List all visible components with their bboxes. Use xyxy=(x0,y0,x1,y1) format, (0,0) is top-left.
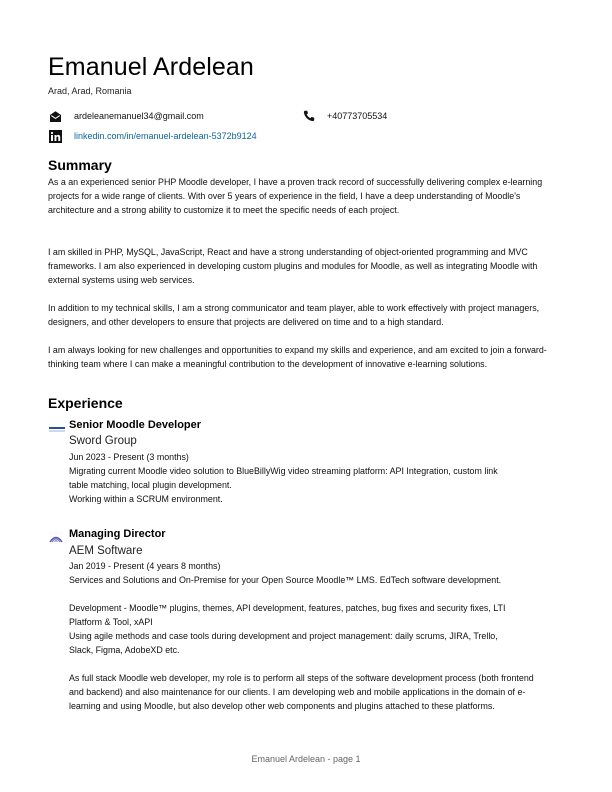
page-footer: Emanuel Ardelean - page 1 xyxy=(251,754,361,764)
job-description-line: Services and Solutions and On-Premise for your Open Source Moodle™ LMS. EdTech software development. xyxy=(69,575,502,585)
sword-group-logo xyxy=(49,421,65,431)
company-name: Sword Group xyxy=(69,435,137,447)
job-dates: Jan 2019 - Present (4 years 8 months) xyxy=(69,561,221,571)
job-description-line: Migrating current Moodle video solution to BlueBillyWig video streaming platform: API Integration, custom link table matching, local plugin development. xyxy=(69,466,498,490)
phone-icon xyxy=(302,109,316,123)
job-description-line: Development - Moodle™ plugins, themes, API development, features, patches, bug fixes and security fixes, LTI Platform & Tool, xAPI xyxy=(69,603,506,627)
summary-paragraph-4: I am always looking for new challenges and opportunities to expand my skills and experience, and am excited to join a forward-thinking team where I can make a meaningful contribution to the development of innovative e-learning solutions. xyxy=(48,345,547,369)
summary-paragraph-2: I am skilled in PHP, MySQL, JavaScript, React and have a strong understanding of object-oriented programming and MVC frameworks. I am also experienced in developing custom plugins and modules for Moodle, as well as integrating Moodle with external systems using web services. xyxy=(48,247,538,285)
summary-paragraph-1: As a an experienced senior PHP Moodle developer, I have a proven track record of successfully delivering complex e-learning projects for a wide range of clients. With over 5 years of experience in the field, I have a deep understanding of Moodle's architecture and a strong ability to customize it to meet the specific needs of each project. xyxy=(48,177,543,215)
summary-heading: Summary xyxy=(48,157,112,173)
company-name: AEM Software xyxy=(69,545,143,557)
phone-number[interactable]: +40773705534 xyxy=(327,111,388,121)
job-description-line: As full stack Moodle web developer, my role is to perform all steps of the software development process (both frontend and backend) and also maintenance for our clients. I am developing web and mobile applications in the domain of e-learning and using Moodle, but also develop other web components and plugins attached to these platforms. xyxy=(69,673,534,711)
experience-heading: Experience xyxy=(48,395,123,411)
phone-contact xyxy=(302,109,387,123)
job-description-line: Working within a SCRUM environment. xyxy=(69,494,223,504)
candidate-name: Emanuel Ardelean xyxy=(48,53,254,81)
summary-paragraph-3: In addition to my technical skills, I am a strong communicator and team player, able to work effectively with project managers, designers, and other developers to ensure that projects are delivered on time and to a high standard. xyxy=(48,303,540,327)
candidate-location: Arad, Arad, Romania xyxy=(48,86,132,96)
linkedin-link[interactable]: linkedin.com/in/emanuel-ardelean-5372b9124 xyxy=(74,131,257,141)
aem-software-logo xyxy=(49,530,65,540)
job-title: Senior Moodle Developer xyxy=(69,419,202,431)
job-dates: Jun 2023 - Present (3 months) xyxy=(69,452,189,462)
job-title: Managing Director xyxy=(69,528,166,540)
email-address[interactable]: ardeleanemanuel34@gmail.com xyxy=(74,111,204,121)
linkedin-contact xyxy=(48,129,257,143)
job-description-line: Using agile methods and case tools during development and project management: daily scrums, JIRA, Trello, Slack, Figma, AdobeXD etc. xyxy=(69,631,498,655)
email-icon xyxy=(48,109,62,123)
linkedin-icon xyxy=(48,129,62,143)
email-contact xyxy=(48,109,204,123)
